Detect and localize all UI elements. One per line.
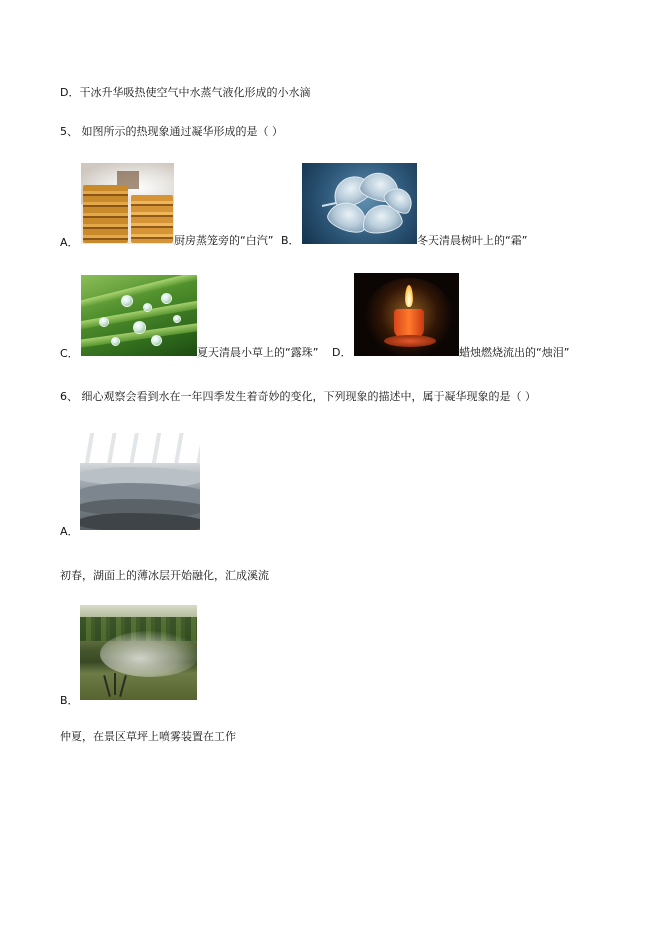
q5-option-a-text: 厨房蒸笼旁的“白汽” [174,234,274,247]
q5-option-c-letter: C． [60,347,79,360]
q5-option-d-text: 蜡烛燃烧流出的“烛泪” [459,346,570,359]
q5-option-b-text: 冬天清晨树叶上的“霜” [417,234,528,247]
q5-option-a-letter: A． [60,236,79,249]
dew-grass-photo [81,275,197,356]
melting-ice-photo [80,433,200,530]
q6-option-a-text: 初春，湖面上的薄冰层开始融化，汇成溪流 [60,569,269,582]
q5-option-d-letter: D． [332,346,352,359]
sprinkler-photo [80,605,197,700]
q5-option-b-letter: B． [281,234,300,247]
q6-stem: 6、 细心观察会看到水在一年四季发生着奇妙的变化，下列现象的描述中，属于凝华现象的是（ ） [60,390,536,403]
steamer-photo [81,163,174,244]
frost-leaves-photo [302,163,417,244]
q5-stem: 5、 如图所示的热现象通过凝华形成的是（ ） [60,125,283,138]
q5-option-c-text: 夏天清晨小草上的“露珠” [197,346,319,359]
q6-option-a-letter: A． [60,525,79,538]
candle-photo [354,273,459,356]
q4-option-d: D．干冰升华吸热使空气中水蒸气液化形成的小水滴 [60,86,311,99]
q6-option-b-letter: B． [60,694,79,707]
q6-option-b-text: 仲夏，在景区草坪上喷雾装置在工作 [60,730,236,743]
